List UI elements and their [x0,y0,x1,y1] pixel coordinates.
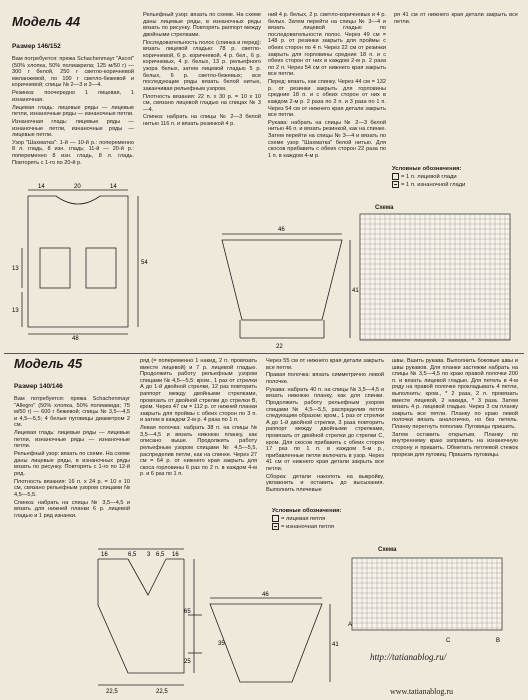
model-45-column-4 [392,358,518,459]
knit-square-icon [272,515,279,522]
paragraph: Плотность вязания: 16 п. х 24 р. = 10 х 10 см, связано рельефным узором спицами № 4,5—5,5. [14,478,130,498]
paragraph: Перед: вязать, как спинку. Через 44 см = 132 р. от резинки закрыть для горловины средние 18 п. и с обеих сторон от них в каждом 2-м р. 2 раза по 2 п. и 3 раза по 1 п. Через 54 см от нижнего края детали закрыть все петли. [268,79,386,119]
legend-item [392,181,465,189]
model-44-knitting-chart [360,214,515,344]
legend-item [272,523,341,531]
knit-square-icon [392,173,399,180]
legend-item [272,515,341,523]
model-45-size: Размер 140/146 [14,383,63,390]
paragraph: Рукава: набрать на спицы № 2—3 белой нитью 46 п. и вязать резинкой, как на спинке. Затем перейти на спицы № 3—4 и вязать по схеме узор "Шахматка" белой нитью. Для скосов прибавить с обеих сторон 22 раза по 1 п. в каждом 4-м р. [268,119,386,159]
paragraph: ря 41 см от нижнего края детали закрыть все петли. [394,12,518,25]
dimension-label: 16 [101,552,108,558]
dimension-label: 14 [110,184,117,190]
legend-label: = 1 п. изнаночной глади [401,182,466,189]
dimension-label: 22,5 [156,689,168,695]
model-44-title: Модель 44 [12,14,81,29]
dimension-label: 14 [38,184,45,190]
dimension-label: 3 [147,552,151,558]
dimension-label: 13 [12,308,19,314]
site-name: www.tatianablog.ru [390,687,454,696]
dimension-label: 16 [172,552,179,558]
dimension-label: 41 [352,288,359,294]
model-45-column-3 [266,358,384,495]
paragraph: Левая полочка: набрать 38 п. на спицы № 3,5—4,5 и вязать нижнюю планку, как описано выше. Продолжить работу рельефным узором спицами № 4,5—5,5, распределив петли, как на спинке. Через 27 см = 64 р. от нижнего края закрыть для скоса горловины 6 раз по 2 п. в каждом 4-м р. и 6 раз по 1 п. [140,425,257,478]
model-45-title: Модель 45 [14,356,83,371]
legend-label: = изнаночная петля [281,524,335,531]
model-45-sleeve-pattern [202,594,342,696]
legend-item [392,173,465,181]
model-44-legend [392,166,465,189]
paragraph: Рельефный узор: вязать по схеме. На схеме даны лицевые ряды, в изнаночных ряды вязать по рисунку. Повторять раппорт между двойными стрелками. [143,12,261,38]
dimension-label: 6,5 [156,552,165,558]
paragraph: ний 4 р. белых, 2 р. светло-коричневых и 4 р. белых. Затем перейти на спицы № 3—4 и вязать лицевой гладью по последовательности полос. Через 49 см = 148 р. от резинки закрыть для проймы с обеих сторон по 4 п. Через 22 см от резинки закрыть для горловины средние 18 п. и с обеих сторон от них в каждом 2-м р. 2 раза по 2 п. Через 54 см от нижнего края закрыть все петли. [268,12,386,78]
dimension-label: 46 [262,592,269,598]
paragraph: Лицевая гладь: лицевые ряды — лицевые петли, изнаночные ряды — изнаночные петли. [14,430,130,450]
model-44-sleeve-pattern [212,227,362,352]
dimension-label: 54 [141,260,148,266]
dimension-label: 25 [184,659,191,665]
dimension-label: 20 [74,184,81,190]
model-44-scheme-label: Схема [375,205,394,211]
model-45-column-2 [140,358,257,479]
paragraph: Вам потребуется: пряжа Schachenmayr "Ascot" (50% хлопка, 50% полиакрила; 125 м/50 г) — 300 г белой, 250 г светло-коричневой меланжевой, по 100 г светло-бежевой и коричневой; спицы № 2—3 и 3—4. [12,56,134,89]
model-45-column-1 [14,396,130,521]
paragraph: Затем оставить открытым. Планку по внутреннему краю заправить на изнаночную сторону и пришить. Обметать петлевой стежок прорези для пуговиц. Пришить пуговицы. [392,431,518,458]
paragraph: Спинка: набрать на спицы № 2—3 белой нитью 116 п. и вязать резинкой 4 р. [143,114,261,128]
model-45-legend [272,508,341,531]
paragraph: ряд (= попеременно 1 накид, 2 п. провязать вместе лицевой) и 7 р. лицевой гладью. Продолжить работу рельефным узором спицами № 4,5—5,5: кром., 1 раз от стрелки А до 1-й двойной стрелки, 12 раз повторить раппорт между двойными стрелками, провязать от двойной стрелки до стрелки B, кром. Через 47 см = 112 р. от нижней планки закрыть для проймы с обеих сторон по 3 п. и затем в каждом 2-м р. 4 раза по 1 п. [140,358,257,424]
paragraph: Последовательность полос (спинка и перед): вязать лицевой гладью: 78 р. светло-коричневой, 6 р. коричневой, 4 р. бел., 6 р. коричневых, 4 р. белых, 13 р. рельефного узора белых, затем лицевой гладью 5 р. белых, 6 р. светло-бежевых; все последующие ряды вязать белой нитью, заканчивая рельефным узором. [143,39,261,92]
paragraph: Вам потребуется: пряжа Schachenmayr "Allegro" (50% хлопка, 50% полиамида; 75 м/50 г) — 600 г бежевой; спицы № 3,5—4,5 и 4,5—5,5; 4 белые пуговицы диаметром 2 см. [14,396,130,429]
legend-title: Условные обозначения: [392,166,462,172]
model-44-column-4 [394,12,518,26]
paragraph: швы. Вшить рукава. Выполнить боковые швы и швы рукавов. Для планки застежки набрать на спицы № 3,5—4,5 по краю правой полочки 200 п. и вязать лицевой гладью. Для петель в 4-м ряду на правой полочке прокладывать 4 петли, выполнить: кром., * 2 раза, 2 п. провязать вместе лицевой, 2 накида, * 3 раза. Затем вязать 4 р. лицевой гладью. Через 3 см планку закрыть все петли. Планку по краю левой полочки вязать аналогично, но без петель. Планку перегнуть пополам. Пуговицы пришить. [392,358,518,430]
paragraph: Сборка: детали наколоть на выкройку, увлажнить и оставить до высыхания. Выполнить плечевые [266,473,384,493]
arrow-label: C [446,638,451,644]
purl-square-icon [392,181,399,188]
dimension-label: 6,5 [128,552,137,558]
paragraph: Спинка: набрать на спицы № 3,5—4,5 и вязать для нижней планки 6 р. лицевой гладью и 1 ряд изнанки. [14,499,130,519]
section-divider [4,353,524,354]
paragraph: Через 55 см от нижнего края детали закрыть все петли. [266,358,384,371]
paragraph: Лицевая гладь: лицевые ряды — лицевые петли, изнаночные ряды — изнаночные петли. [12,104,134,118]
legend-label: = лицевая петля [281,516,326,523]
paragraph: Плотность вязания: 22 п. х 30 р. = 10 х 10 см, связано лицевой гладью на спицах № 3—4. [143,93,261,113]
model-44-column-1 [12,56,134,167]
paragraph: Рельефный узор: вязать по схеме. На схеме даны лицевые ряды, в изнаночных ряды вязать по рисунку. Повторять с 1-го по 12-й ряд. [14,451,130,477]
legend-label: = 1 п. лицевой глади [401,174,457,181]
model-44-size: Размер 146/152 [12,43,61,50]
model-44-column-3 [268,12,386,161]
arrow-label: A [348,622,353,628]
paragraph: Рукава: набрать 40 п. на спицы № 3,5—4,5 и вязать нижнюю планку, как для спинки. Продолжить работу рельефным узором спицами № 4,5—5,5, распределив петли следующим образом: кром., 1 раз от стрелки A до 1-й двойной стрелки, 3 раза повторить раппорт между двойными стрелками, провязать от двойной стрелки до стрелки C, кром. Для скосов прибавить с обеих сторон 17 раз по 1 п. в каждом 5-м р., прибавленные петли включать в узор. Через 41 см от нижнего края детали закрыть все петли. [266,386,384,472]
arrow-label: B [496,638,501,644]
paragraph: Изнаночная гладь: лицевые ряды — изнаночные петли, изнаночные ряды — лицевые петли. [12,118,134,139]
paragraph: Правая полочка: вязать симметрично левой полочке. [266,372,384,385]
dimension-label: 46 [278,227,285,233]
model-45-knitting-chart [346,556,506,646]
dimension-label: 22,5 [106,689,118,695]
blog-url: http://tatianablog.ru/ [370,652,447,662]
model-45-scheme-label: Схема [378,547,397,553]
dimension-label: 22 [276,344,283,350]
purl-square-icon [272,523,279,530]
dimension-label: 41 [332,642,339,648]
dimension-label: 13 [12,266,19,272]
dimension-label: 48 [72,336,79,342]
model-44-body-pattern [8,182,178,340]
paragraph: Резинка: поочередно 1 лицевая, 1 изнаночная. [12,90,134,103]
model-44-column-2 [143,12,261,129]
legend-title: Условные обозначения: [272,508,342,514]
paragraph: Узор "Шахматка": 1-й — 10-й р.: попеременно 8 л. гладь, 8 изн. гладь; 11-й — 20-й р.: попеременно 8 изн. гладь, 8 л. гладь. Повторять с 1-го по 20-й р. [12,139,134,166]
dimension-label: 65 [184,609,191,615]
dimension-label: 35 [218,641,225,647]
